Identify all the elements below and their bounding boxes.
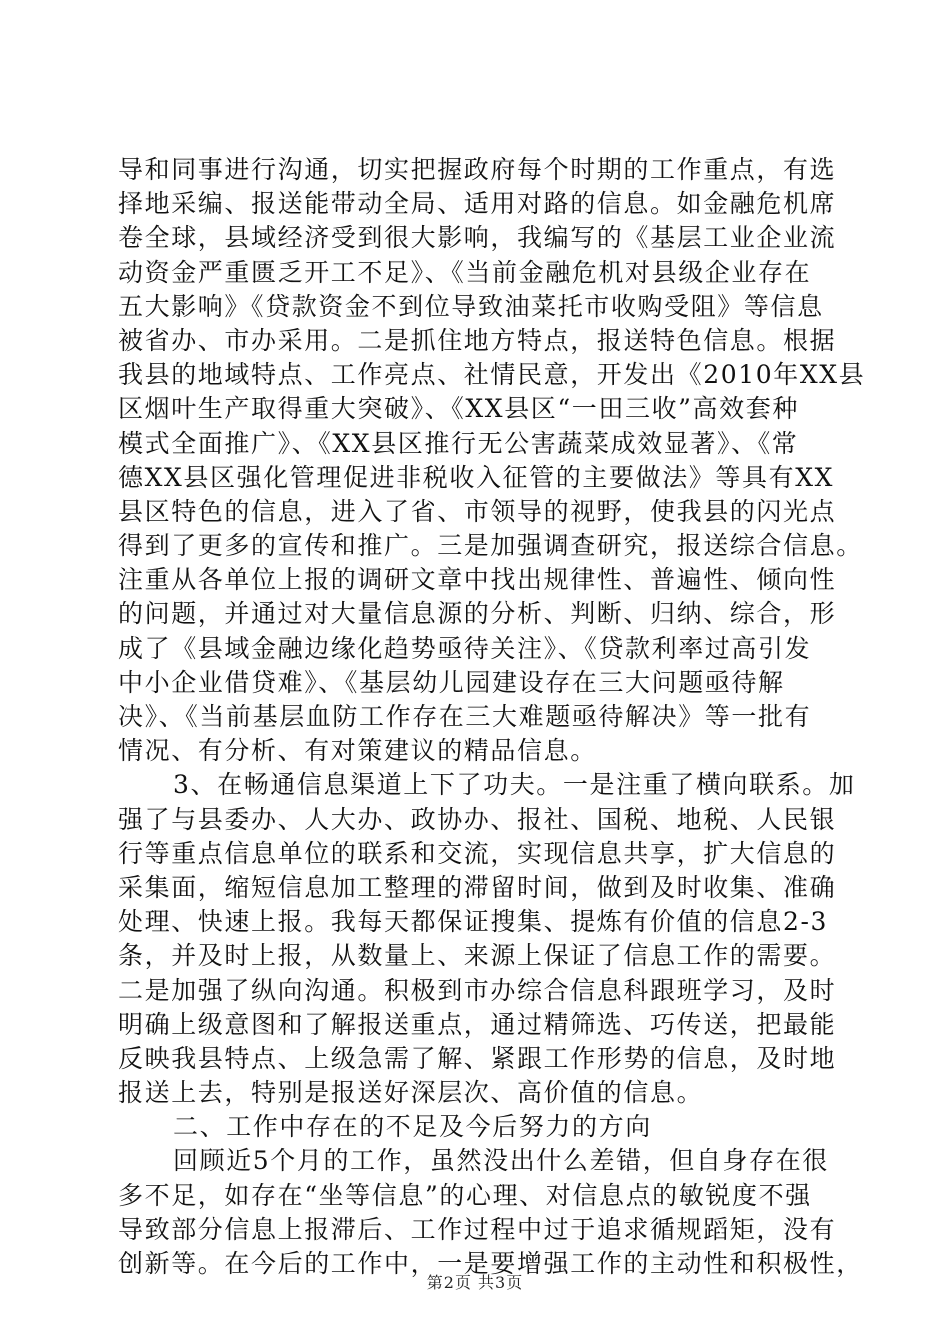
text-line: 注重从各单位上报的调研文章中找出规律性、普遍性、倾向性 [118,565,837,595]
text-line: 模式全面推广》、《XX县区推行无公害蔬菜成效显著》、《常 [118,428,799,458]
text-line: 县区特色的信息，进入了省、市领导的视野，使我县的闪光点 [118,496,837,526]
text-line: 决》、《当前基层血防工作存在三大难题亟待解决》等一批有 [118,702,812,731]
paragraph-start-line: 3、在畅通信息渠道上下了功夫。一是注重了横向联系。加 [173,770,856,800]
paragraph-start-line: 回顾近5个月的工作，虽然没出什么差错，但自身存在很 [173,1146,829,1176]
text-line: 反映我县特点、上级急需了解、紧跟工作形势的信息，及时地 [118,1043,837,1073]
text-line: 被省办、市办采用。二是抓住地方特点，报送特色信息。根据 [118,325,837,355]
text-line: 二是加强了纵向沟通。积极到市办综合信息科跟班学习，及时 [118,975,837,1005]
text-line: 强了与县委办、人大办、政协办、报社、国税、地税、人民银 [118,804,837,834]
text-line: 导致部分信息上报滞后、工作过程中过于追求循规蹈矩，没有 [118,1214,837,1244]
text-line: 采集面，缩短信息加工整理的滞留时间，做到及时收集、准确 [118,872,837,902]
text-line: 德XX县区强化管理促进非税收入征管的主要做法》等具有XX [118,462,834,492]
text-line: 成了《县域金融边缘化趋势亟待关注》、《贷款利率过高引发 [118,633,812,663]
body-text [118,153,866,1281]
text-line: 中小企业借贷难》、《基层幼儿园建设存在三大问题亟待解 [118,667,785,697]
text-line: 条，并及时上报，从数量上、来源上保证了信息工作的需要。 [118,941,837,971]
text-line: 创新等。在今后的工作中，一是要增强工作的主动性和积极性， [118,1249,863,1278]
text-line: 择地采编、报送能带动全局、适用对路的信息。如金融危机席 [118,189,837,219]
text-line: 导和同事进行沟通，切实把握政府每个时期的工作重点，有选 [118,155,837,184]
text-line: 动资金严重匮乏开工不足》、《当前金融危机对县级企业存在 [118,257,812,287]
text-line: 情况、有分析、有对策建议的精品信息。 [118,736,597,766]
text-line: 多不足，如存在“坐等信息”的心理、对信息点的敏锐度不强 [118,1180,812,1210]
text-line: 报送上去，特别是报送好深层次、高价值的信息。 [118,1078,704,1108]
text-line: 得到了更多的宣传和推广。三是加强调查研究，报送综合信息。 [118,531,863,561]
text-line: 卷全球，县域经济受到很大影响，我编写的《基层工业企业流 [118,223,837,253]
text-line: 的问题，并通过对大量信息源的分析、判断、归纳、综合，形 [118,599,837,629]
text-line: 处理、快速上报。我每天都保证搜集、提炼有价值的信息2-3 [118,907,829,937]
section-heading: 二、工作中存在的不足及今后努力的方向 [173,1112,652,1142]
text-line: 行等重点信息单位的联系和交流，实现信息共享，扩大信息的 [118,838,837,868]
text-line: 五大影响》《贷款资金不到位导致油菜托市收购受阻》等信息 [118,291,824,321]
text-line: 我县的地域特点、工作亮点、社情民意，开发出《2010年XX县 [118,360,866,390]
page-footer: 第2页 共3页 [426,1273,524,1292]
text-line: 明确上级意图和了解报送重点，通过精筛选、巧传送，把最能 [118,1009,837,1039]
text-line: 区烟叶生产取得重大突破》、《XX县区“一田三收”高效套种 [118,394,799,424]
